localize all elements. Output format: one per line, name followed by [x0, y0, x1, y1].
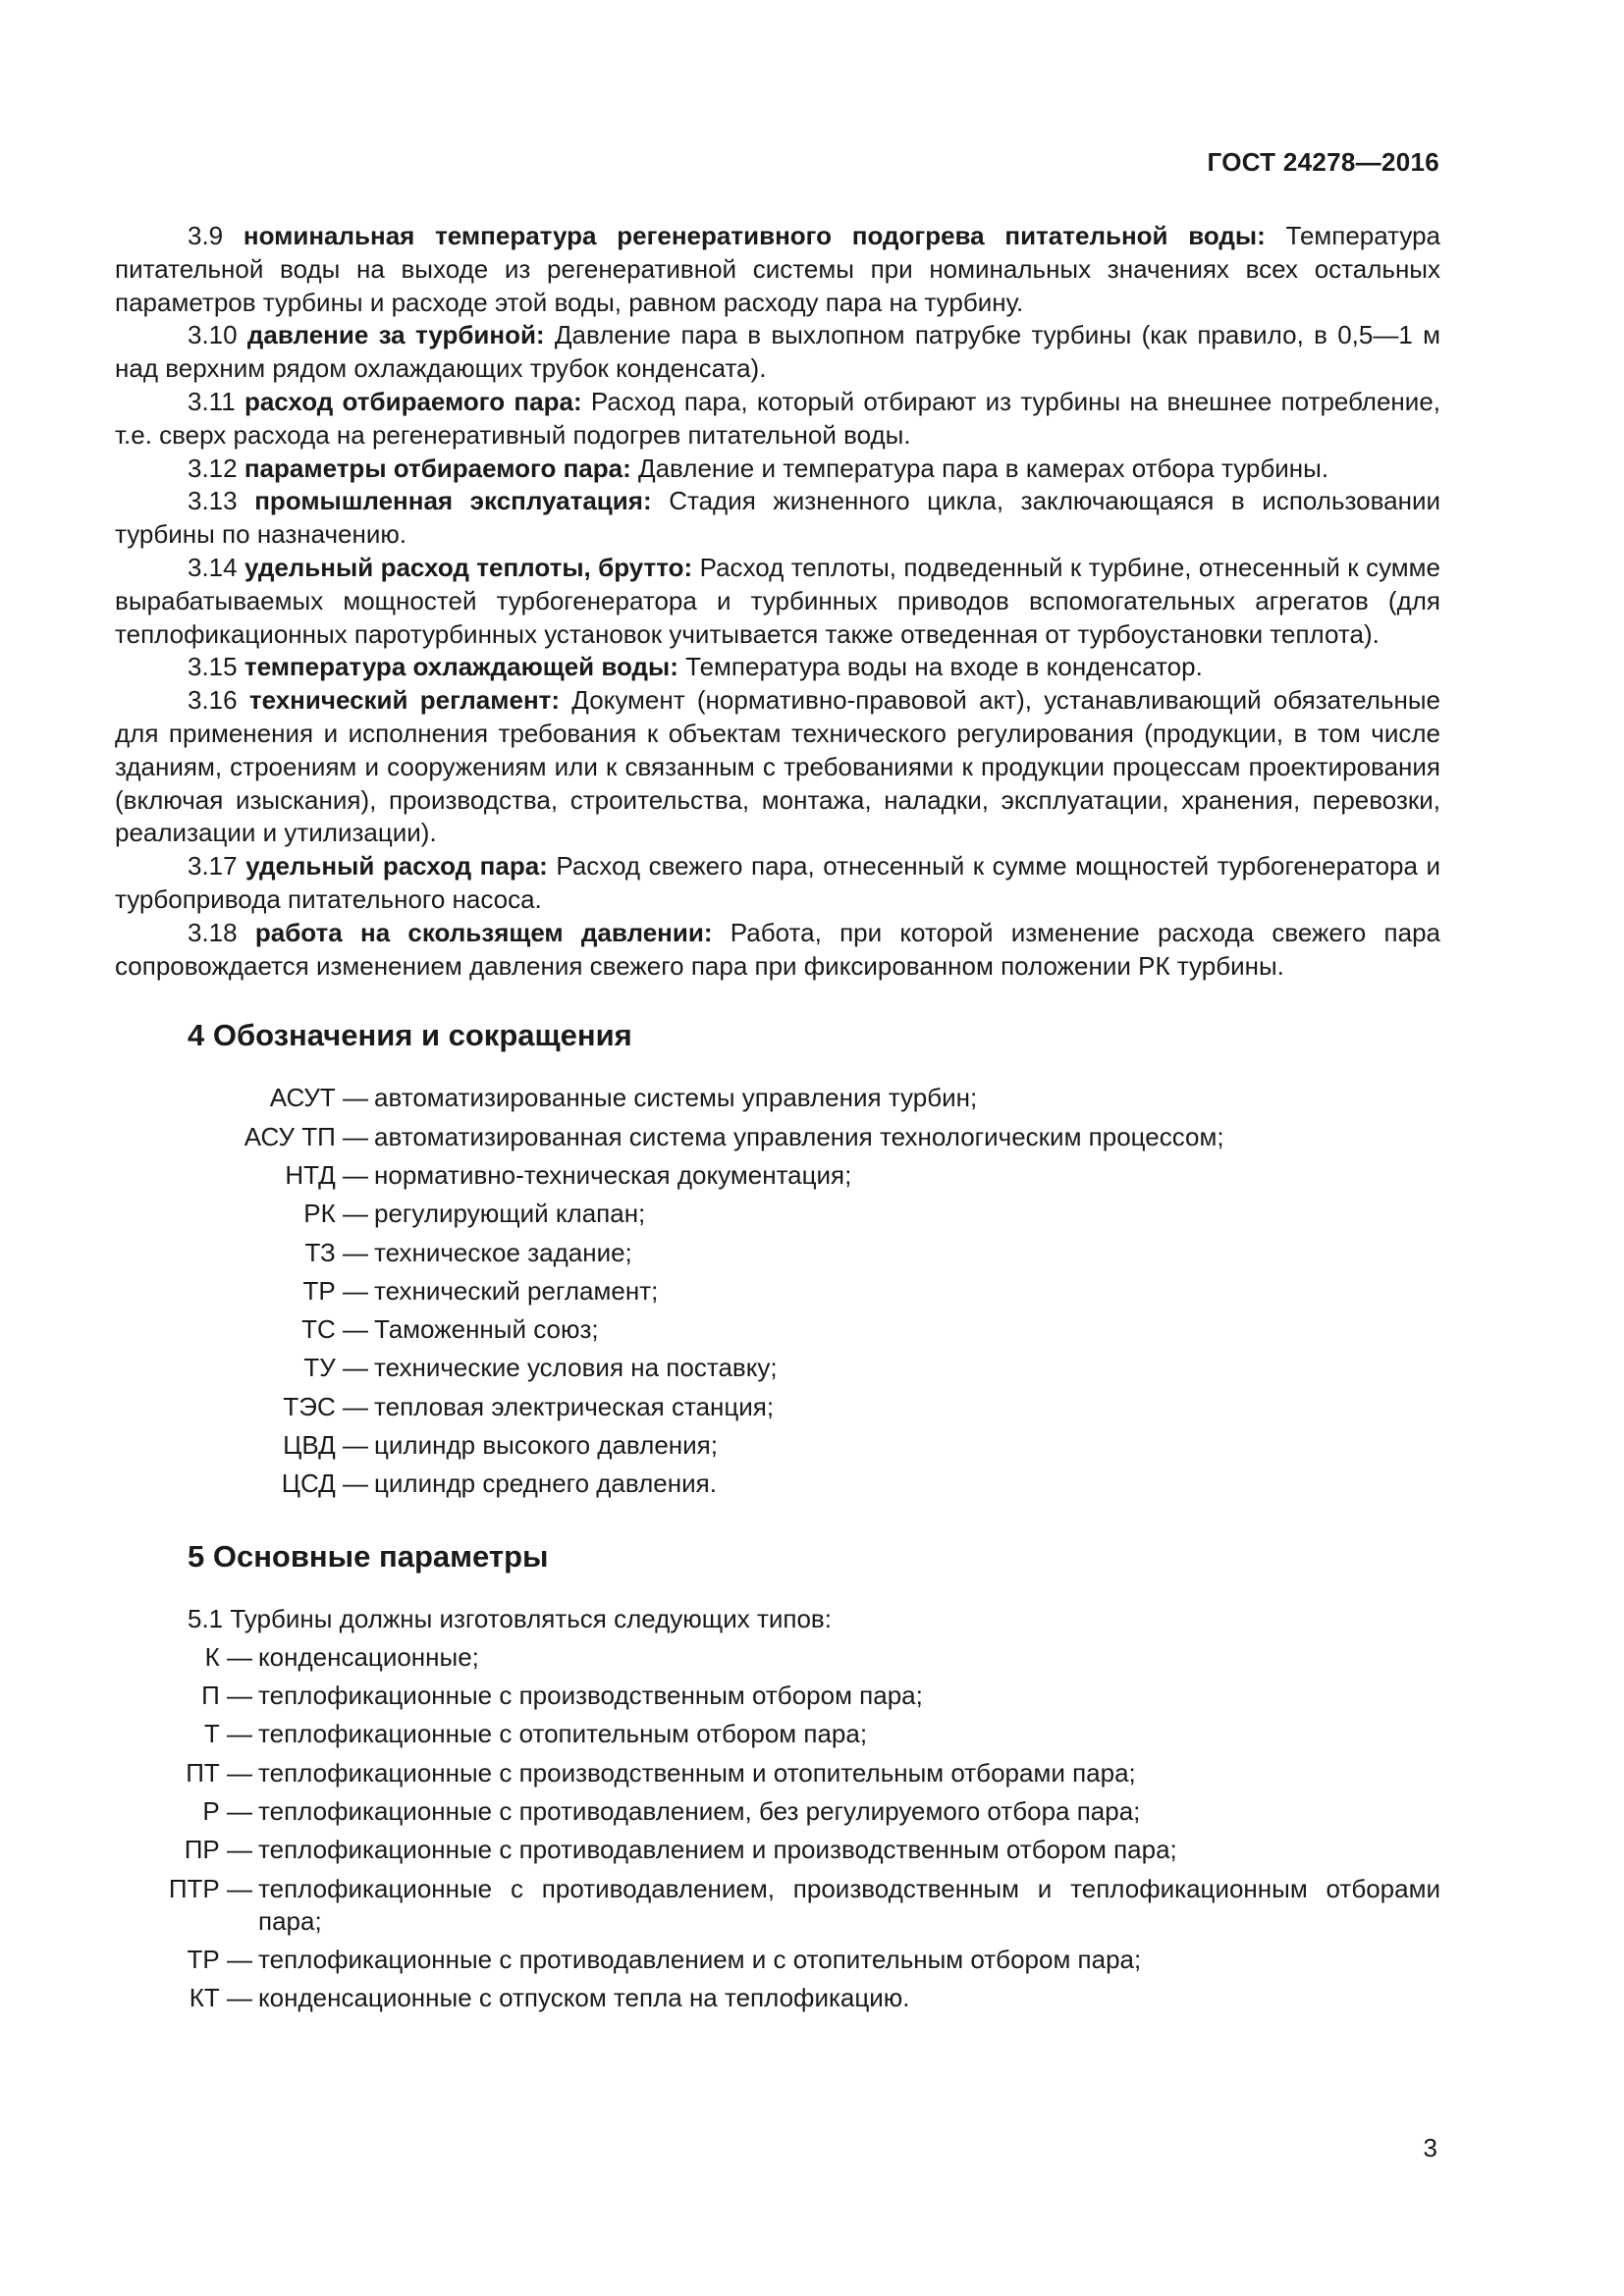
abbreviation-code: ТЗ —: [304, 1237, 368, 1267]
abbreviation-desc: нормативно-техническая документация;: [374, 1159, 852, 1190]
abbreviation-code: НТД —: [285, 1159, 368, 1190]
abbreviation-desc: технические условия на поставку;: [374, 1353, 778, 1383]
type-code: КТ —: [189, 1982, 252, 2012]
section-heading: 4 Обозначения и сокращения: [188, 1018, 632, 1053]
page-number: 3: [1423, 2133, 1437, 2163]
definition-item: 3.14 удельный расход теплоты, брутто: Расход теплоты, подведенный к турбине, отнесенный к сумме вырабатываемых мощностей турбогенератора и турбинных приводов вспомогательных агрегатов (для теплофикационных паротурбинных установок учитывается также отведенная от турбоустановки теплота).: [115, 552, 1440, 649]
definition-term: параметры отбираемого пара:: [244, 453, 631, 483]
definition-text: Расход теплоты, подведенный к турбине, отнесенный к сумме вырабатываемых мощностей турбогенератора и турбинных приводов вспомогательных агрегатов (для теплофикационных паротурбинных установок учитывается также отведенная от турбоустановки теплота).: [115, 552, 1440, 649]
definition-term: работа на скользящем давлении:: [254, 917, 713, 947]
document-id: ГОСТ 24278—2016: [1207, 147, 1439, 177]
abbreviations-list: [115, 1079, 1440, 1503]
type-row: [115, 1941, 1440, 1979]
type-row: [115, 1715, 1440, 1753]
definition-item: 3.13 промышленная эксплуатация: Стадия жизненного цикла, заключающаяся в использовании турбины по назначению.: [115, 486, 1440, 550]
abbreviation-row: [115, 1156, 1440, 1195]
definition-text: Расход свежего пара, отнесенный к сумме мощностей турбогенератора и турбопривода питательного насоса.: [115, 851, 1441, 914]
type-row: [115, 1792, 1440, 1831]
definition-item: 3.9 номинальная температура регенеративного подогрева питательной воды: Температура питательной воды на выходе из регенеративной системы при номинальных значениях всех остальных параметров турбины и расходе этой воды, равном расходу пара на турбину.: [115, 221, 1440, 317]
abbreviation-desc: цилиндр высокого давления;: [374, 1430, 718, 1460]
abbreviation-row: [115, 1234, 1440, 1272]
section-intro: 5.1 Турбины должны изготовляться следующих типов:: [188, 1603, 832, 1633]
abbreviation-row: [115, 1426, 1440, 1465]
type-code: П —: [201, 1681, 252, 1711]
section-heading: 5 Основные параметры: [188, 1538, 549, 1574]
abbreviation-row: [115, 1118, 1440, 1156]
type-row: [115, 1979, 1440, 2017]
type-desc: теплофикационные с противодавлением, производственным и теплофикационным отборами пара;: [258, 1873, 1440, 1936]
type-code: ТР —: [187, 1944, 252, 1974]
type-desc: конденсационные с отпуском тепла на теплофикацию.: [258, 1982, 910, 2012]
abbreviation-desc: тепловая электрическая станция;: [374, 1391, 775, 1421]
abbreviation-code: ЦВД —: [283, 1430, 368, 1460]
abbreviation-desc: технический регламент;: [374, 1275, 659, 1306]
definition-text: Работа, при которой изменение расхода свежего пара сопровождается изменением давления свежего пара при фиксированном положении РК турбины.: [115, 917, 1440, 981]
definition-text: Документ (нормативно-правовой акт), устанавливающий обязательные для применения и исполнения требования к объектам технического регулирования (продукции, в том числе зданиям, строениям и сооружениям или к связанным с требованиями к продукции процессам проектирования (включая изыскания), производства, строительства, монтажа, наладки, эксплуатации, хранения, перевозки, реализации и утилизации).: [115, 685, 1440, 848]
abbreviation-row: [115, 1079, 1440, 1117]
turbine-types-list: [115, 1638, 1440, 2017]
abbreviation-code: РК —: [303, 1199, 368, 1229]
definition-item: 3.18 работа на скользящем давлении: Работа, при которой изменение расхода свежего пара сопровождается изменением давления свежего пара при фиксированном положении РК турбины.: [115, 917, 1440, 981]
definition-item: 3.15 температура охлаждающей воды: Температура воды на входе в конденсатор.: [188, 652, 1203, 682]
abbreviation-desc: цилиндр среднего давления.: [374, 1468, 717, 1499]
type-desc: теплофикационные с производственным отбором пара;: [258, 1681, 923, 1711]
definition-term: температура охлаждающей воды:: [244, 652, 678, 682]
abbreviation-desc: Таможенный союз;: [374, 1314, 599, 1345]
type-desc: теплофикационные с отопительным отбором пара;: [258, 1719, 868, 1749]
definition-item: 3.11 расход отбираемого пара: Расход пара, который отбирают из турбины на внешнее потребление, т.е. сверх расхода на регенеративный подогрев питательной воды.: [115, 386, 1440, 450]
definition-term: номинальная температура регенеративного подогрева питательной воды:: [243, 221, 1266, 250]
definition-text: Температура питательной воды на выходе из регенеративной системы при номинальных значениях всех остальных параметров турбины и расходе этой воды, равном расходу пара на турбину.: [115, 221, 1440, 317]
type-row: [115, 1831, 1440, 1869]
abbreviation-desc: техническое задание;: [374, 1237, 632, 1267]
type-row: [115, 1870, 1440, 1941]
type-code: ПТР —: [168, 1873, 252, 1903]
type-code: Т —: [203, 1719, 252, 1749]
type-desc: теплофикационные с производственным и отопительным отборами пара;: [258, 1757, 1136, 1788]
type-row: [115, 1754, 1440, 1792]
type-code: ПР —: [184, 1835, 252, 1865]
abbreviation-row: [115, 1465, 1440, 1503]
abbreviation-desc: автоматизированные системы управления турбин;: [374, 1083, 978, 1113]
definition-term: расход отбираемого пара:: [244, 386, 582, 416]
page-body: [115, 220, 1440, 2017]
definition-text: Температура воды на входе в конденсатор.: [685, 652, 1203, 682]
abbreviation-row: [115, 1195, 1440, 1233]
definition-text: Расход пара, который отбирают из турбины на внешнее потребление, т.е. сверх расхода на регенеративный подогрев питательной воды.: [115, 386, 1440, 450]
abbreviation-code: ЦСД —: [281, 1468, 368, 1499]
definitions-list: [115, 220, 1440, 983]
type-code: Р —: [202, 1796, 252, 1827]
type-desc: конденсационные;: [258, 1641, 479, 1672]
abbreviation-row: [115, 1349, 1440, 1387]
definition-term: давление за турбиной:: [246, 320, 545, 350]
abbreviation-code: ТУ —: [303, 1353, 368, 1383]
definition-term: технический регламент:: [248, 685, 561, 716]
definition-term: удельный расход теплоты, брутто:: [244, 552, 693, 582]
definition-text: Стадия жизненного цикла, заключающаяся в использовании турбины по назначению.: [115, 486, 1440, 550]
type-desc: теплофикационные с противодавлением, без регулируемого отбора пара;: [258, 1796, 1141, 1827]
definition-term: удельный расход пара:: [245, 851, 548, 881]
type-code: К —: [204, 1641, 252, 1672]
abbreviation-desc: автоматизированная система управления технологическим процессом;: [374, 1121, 1224, 1151]
abbreviation-row: [115, 1388, 1440, 1426]
definition-term: промышленная эксплуатация:: [254, 486, 652, 516]
abbreviation-desc: регулирующий клапан;: [374, 1199, 646, 1229]
definition-item: 3.16 технический регламент: Документ (нормативно-правовой акт), устанавливающий обязательные для применения и исполнения требования к объектам технического регулирования (продукции, в том числе зданиям, строениям и сооружениям или к связанным с требованиями к продукции процессам проектирования (включая изыскания), производства, строительства, монтажа, наладки, эксплуатации, хранения, перевозки, реализации и утилизации).: [115, 685, 1440, 848]
abbreviation-code: АСУТ —: [269, 1083, 368, 1113]
abbreviation-row: [115, 1310, 1440, 1349]
type-desc: теплофикационные с противодавлением и с отопительным отбором пара;: [258, 1944, 1142, 1974]
abbreviation-row: [115, 1272, 1440, 1310]
definition-item: 3.10 давление за турбиной: Давление пара в выхлопном патрубке турбины (как правило, в 0,5—1 м над верхним рядом охлаждающих трубок конденсата).: [115, 320, 1440, 384]
type-row: [115, 1677, 1440, 1715]
abbreviation-code: ТР —: [302, 1275, 368, 1306]
type-row: [115, 1638, 1440, 1677]
definition-text: Давление и температура пара в камерах отбора турбины.: [637, 453, 1329, 483]
abbreviation-code: ТЭС —: [283, 1391, 368, 1421]
definition-item: 3.17 удельный расход пара: Расход свежего пара, отнесенный к сумме мощностей турбогенератора и турбопривода питательного насоса.: [115, 851, 1441, 914]
type-desc: теплофикационные с противодавлением и производственным отбором пара;: [258, 1835, 1177, 1865]
type-code: ПТ —: [186, 1757, 252, 1788]
abbreviation-code: АСУ ТП —: [244, 1121, 368, 1151]
definition-item: 3.12 параметры отбираемого пара: Давление и температура пара в камерах отбора турбины.: [188, 453, 1329, 483]
abbreviation-code: ТС —: [301, 1314, 368, 1345]
definition-text: Давление пара в выхлопном патрубке турбины (как правило, в 0,5—1 м над верхним рядом охлаждающих трубок конденсата).: [115, 320, 1440, 384]
